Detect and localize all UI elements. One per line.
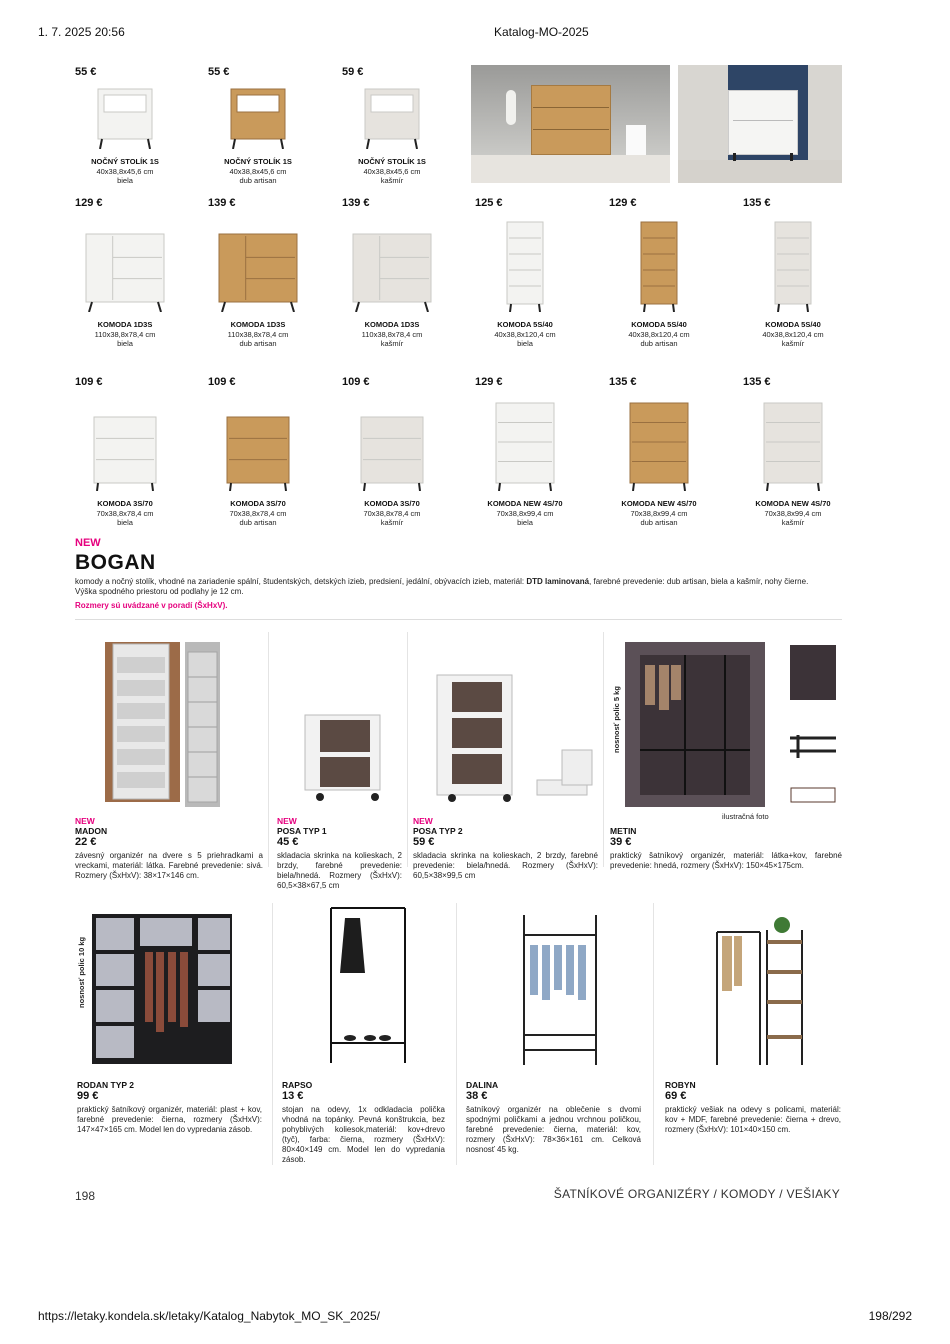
product-description: závesný organizér na dvere s 5 priehradkami a vreckami, materiál: látka. Farebné prevedenie: sivá. Rozmery (ŠxHxV): 38×17×146 cm. bbox=[75, 851, 263, 880]
price-label: 139 € bbox=[208, 197, 236, 209]
product-name: KOMODA 3S/70 bbox=[364, 499, 420, 508]
product-name: NOČNÝ STOLÍK 1S bbox=[91, 157, 159, 166]
price-label: 129 € bbox=[475, 376, 503, 388]
product-name: KOMODA 5S/40 bbox=[631, 320, 687, 329]
product-image bbox=[84, 232, 166, 312]
product-dimensions: 110x38,8x78,4 cm bbox=[94, 330, 156, 339]
posa-typ2-image bbox=[432, 670, 597, 805]
posa-typ1-image bbox=[300, 705, 385, 803]
room-photo-nightstand bbox=[678, 65, 842, 183]
product-description: skladacia skrinka na kolieskach, 2 brzdy, farebné prevedenie: biela/hnedá. Rozmery (ŠxHxV): 60,5×38×99,5 cm bbox=[413, 851, 598, 880]
product-description: šatníkový organizér na oblečenie s dvomi spodnými poličkami a jednou vrchnou poličkou, farebné prevedenie: čierna, materiál: kov, rozmery (ŠxHxV): 78×36×161 cm. Celková nosnosť 45 kg. bbox=[466, 1105, 641, 1154]
print-title: Katalog-MO-2025 bbox=[494, 25, 589, 39]
divider bbox=[456, 903, 457, 1165]
product-name: NOČNÝ STOLÍK 1S bbox=[358, 157, 426, 166]
product-color: kašmír bbox=[380, 339, 404, 348]
product-dimensions: 70x38,8x99,4 cm bbox=[764, 509, 822, 518]
product-name: DALINA bbox=[466, 1080, 499, 1090]
product-color: biela bbox=[517, 518, 533, 527]
price-label: 135 € bbox=[743, 197, 771, 209]
bogan-title: BOGAN bbox=[75, 551, 156, 574]
product-image bbox=[351, 232, 433, 312]
price-label: 55 € bbox=[75, 66, 97, 78]
bogan-description bbox=[75, 577, 845, 597]
price-label: 55 € bbox=[208, 66, 230, 78]
product-name: NOČNÝ STOLÍK 1S bbox=[224, 157, 292, 166]
product-description: praktický šatníkový organizér, materiál: látka+kov, farebné prevedenie: hnedá, rozmery (ŠxHxV): 150×45×175cm. bbox=[610, 851, 842, 870]
rodan-shelf-capacity: nosnosť polic 10 kg bbox=[77, 936, 86, 1008]
bogan-desc-line2: Výška spodného priestoru od podlahy je 12 cm. bbox=[75, 587, 244, 596]
product-color: biela bbox=[117, 339, 133, 348]
source-url[interactable]: https://letaky.kondela.sk/letaky/Katalog_Nabytok_MO_SK_2025/ bbox=[38, 1309, 380, 1323]
new-badge: NEW bbox=[75, 816, 95, 826]
product-image bbox=[229, 87, 287, 149]
bogan-desc-b: , farebné prevedenie: dub artisan, biela a kašmír, nohy čierne. bbox=[589, 577, 809, 586]
product-dimensions: 70x38,8x99,4 cm bbox=[630, 509, 688, 518]
product-name: KOMODA 1D3S bbox=[364, 320, 420, 329]
product-description: praktický vešiak na odevy s policami, materiál: kov + MDF, farebné prevedenie: čierna + drevo, rozmery (ŠxHxV): 101×40×150 cm. bbox=[665, 1105, 841, 1134]
product-description: praktický šatníkový organizér, materiál: plast + kov, farebné prevedenie: čierna, rozmery (ŠxHxV): 147×47×165 cm. Model len do vypredania zásob. bbox=[77, 1105, 262, 1134]
product-name: ROBYN bbox=[665, 1080, 696, 1090]
price-label: 129 € bbox=[75, 197, 103, 209]
product-image bbox=[773, 220, 813, 312]
product-name: METIN bbox=[610, 826, 637, 836]
product-name: POSA TYP 2 bbox=[413, 826, 463, 836]
price-label: 135 € bbox=[743, 376, 771, 388]
page-number: 198 bbox=[75, 1189, 96, 1203]
product-color: dub artisan bbox=[239, 339, 277, 348]
metin-detail-images bbox=[788, 643, 840, 803]
product-description: stojan na odevy, 1x odkladacia polička vhodná na topánky. Pevná konštrukcia, bez pohyblivých koliesok,materiál: kov+drevo (tyč), farba: čierna, rozmery (ŠxHxV): 80×40×149 cm. Model len do vypredania zásob. bbox=[282, 1105, 445, 1164]
price-label: 109 € bbox=[342, 376, 370, 388]
product-image bbox=[92, 415, 158, 491]
price-label: 109 € bbox=[208, 376, 236, 388]
product-image bbox=[505, 220, 545, 312]
product-image bbox=[762, 401, 824, 491]
product-name: KOMODA 1D3S bbox=[230, 320, 286, 329]
divider bbox=[603, 632, 604, 867]
price-label: 139 € bbox=[342, 197, 370, 209]
product-dimensions: 40x38,8x45,6 cm bbox=[96, 167, 154, 176]
section-title: ŠATNÍKOVÉ ORGANIZÉRY / KOMODY / VEŠIAKY bbox=[553, 1187, 840, 1201]
product-image bbox=[628, 401, 690, 491]
product-color: kašmír bbox=[380, 518, 404, 527]
bogan-new-badge: NEW bbox=[75, 537, 101, 549]
product-image bbox=[359, 415, 425, 491]
madon-image bbox=[95, 632, 255, 810]
product-dimensions: 40x38,8x45,6 cm bbox=[363, 167, 421, 176]
product-price: 59 € bbox=[413, 836, 435, 848]
metin-image bbox=[625, 640, 770, 810]
product-name: KOMODA NEW 4S/70 bbox=[621, 499, 697, 508]
price-label: 135 € bbox=[609, 376, 637, 388]
price-label: 125 € bbox=[475, 197, 503, 209]
product-image bbox=[225, 415, 291, 491]
divider bbox=[653, 903, 654, 1165]
product-dimensions: 40x38,8x45,6 cm bbox=[229, 167, 287, 176]
product-color: dub artisan bbox=[640, 339, 678, 348]
product-name: POSA TYP 1 bbox=[277, 826, 327, 836]
product-color: biela bbox=[517, 339, 533, 348]
product-price: 69 € bbox=[665, 1090, 687, 1102]
product-name: KOMODA 5S/40 bbox=[765, 320, 821, 329]
product-price: 39 € bbox=[610, 836, 632, 848]
divider bbox=[407, 632, 408, 867]
robyn-image bbox=[712, 910, 807, 1068]
product-image bbox=[217, 232, 299, 312]
product-dimensions: 40x38,8x120,4 cm bbox=[494, 330, 556, 339]
product-price: 38 € bbox=[466, 1090, 488, 1102]
divider bbox=[268, 632, 269, 867]
price-label: 59 € bbox=[342, 66, 364, 78]
new-badge: NEW bbox=[413, 816, 433, 826]
metin-illustration-note: ilustračná foto bbox=[722, 812, 769, 821]
product-name: KOMODA 5S/40 bbox=[497, 320, 553, 329]
price-label: 129 € bbox=[609, 197, 637, 209]
product-color: dub artisan bbox=[640, 518, 678, 527]
product-image bbox=[363, 87, 421, 149]
rapso-image bbox=[325, 903, 410, 1073]
print-datetime: 1. 7. 2025 20:56 bbox=[38, 25, 125, 39]
product-image bbox=[494, 401, 556, 491]
product-dimensions: 70x38,8x99,4 cm bbox=[496, 509, 554, 518]
product-name: KOMODA NEW 4S/70 bbox=[487, 499, 563, 508]
divider bbox=[75, 619, 842, 620]
product-dimensions: 70x38,8x78,4 cm bbox=[96, 509, 154, 518]
product-dimensions: 70x38,8x78,4 cm bbox=[229, 509, 287, 518]
metin-shelf-capacity: nosnosť polic 5 kg bbox=[612, 686, 621, 753]
product-name: KOMODA 3S/70 bbox=[97, 499, 153, 508]
rodan-image bbox=[90, 912, 235, 1070]
page-count: 198/292 bbox=[868, 1309, 912, 1323]
product-color: kašmír bbox=[781, 518, 805, 527]
bogan-dimension-note: Rozmery sú uvádzané v poradí (ŠxHxV). bbox=[75, 601, 228, 610]
product-dimensions: 110x38,8x78,4 cm bbox=[361, 330, 423, 339]
product-color: kašmír bbox=[781, 339, 805, 348]
product-color: dub artisan bbox=[239, 518, 277, 527]
product-name: KOMODA 3S/70 bbox=[230, 499, 286, 508]
product-color: dub artisan bbox=[239, 176, 277, 185]
product-name: KOMODA 1D3S bbox=[97, 320, 153, 329]
product-description: skladacia skrinka na kolieskach, 2 brzdy, farebné prevedenie: biela/hnedá. Rozmery (ŠxHxV): 60,5×38×67,5 cm bbox=[277, 851, 402, 890]
bogan-desc-bold: DTD laminovaná bbox=[526, 577, 590, 586]
product-name: KOMODA NEW 4S/70 bbox=[755, 499, 831, 508]
product-name: MADON bbox=[75, 826, 108, 836]
product-dimensions: 110x38,8x78,4 cm bbox=[227, 330, 289, 339]
product-dimensions: 70x38,8x78,4 cm bbox=[363, 509, 421, 518]
product-price: 22 € bbox=[75, 836, 97, 848]
product-color: kašmír bbox=[380, 176, 404, 185]
product-price: 45 € bbox=[277, 836, 299, 848]
product-image bbox=[96, 87, 154, 149]
product-name: RAPSO bbox=[282, 1080, 313, 1090]
new-badge: NEW bbox=[277, 816, 297, 826]
divider bbox=[272, 903, 273, 1165]
product-name: RODAN TYP 2 bbox=[77, 1080, 134, 1090]
product-image bbox=[639, 220, 679, 312]
bogan-desc-a: komody a nočný stolík, vhodné na zariadenie spální, študentských, detských izieb, predsiení, jedální, obývacích izieb, materiál: bbox=[75, 577, 527, 586]
dalina-image bbox=[520, 910, 600, 1070]
price-label: 109 € bbox=[75, 376, 103, 388]
product-color: biela bbox=[117, 518, 133, 527]
product-price: 99 € bbox=[77, 1090, 99, 1102]
product-dimensions: 40x38,8x120,4 cm bbox=[762, 330, 824, 339]
product-dimensions: 40x38,8x120,4 cm bbox=[628, 330, 690, 339]
product-color: biela bbox=[117, 176, 133, 185]
product-price: 13 € bbox=[282, 1090, 304, 1102]
room-photo-dresser bbox=[471, 65, 670, 183]
